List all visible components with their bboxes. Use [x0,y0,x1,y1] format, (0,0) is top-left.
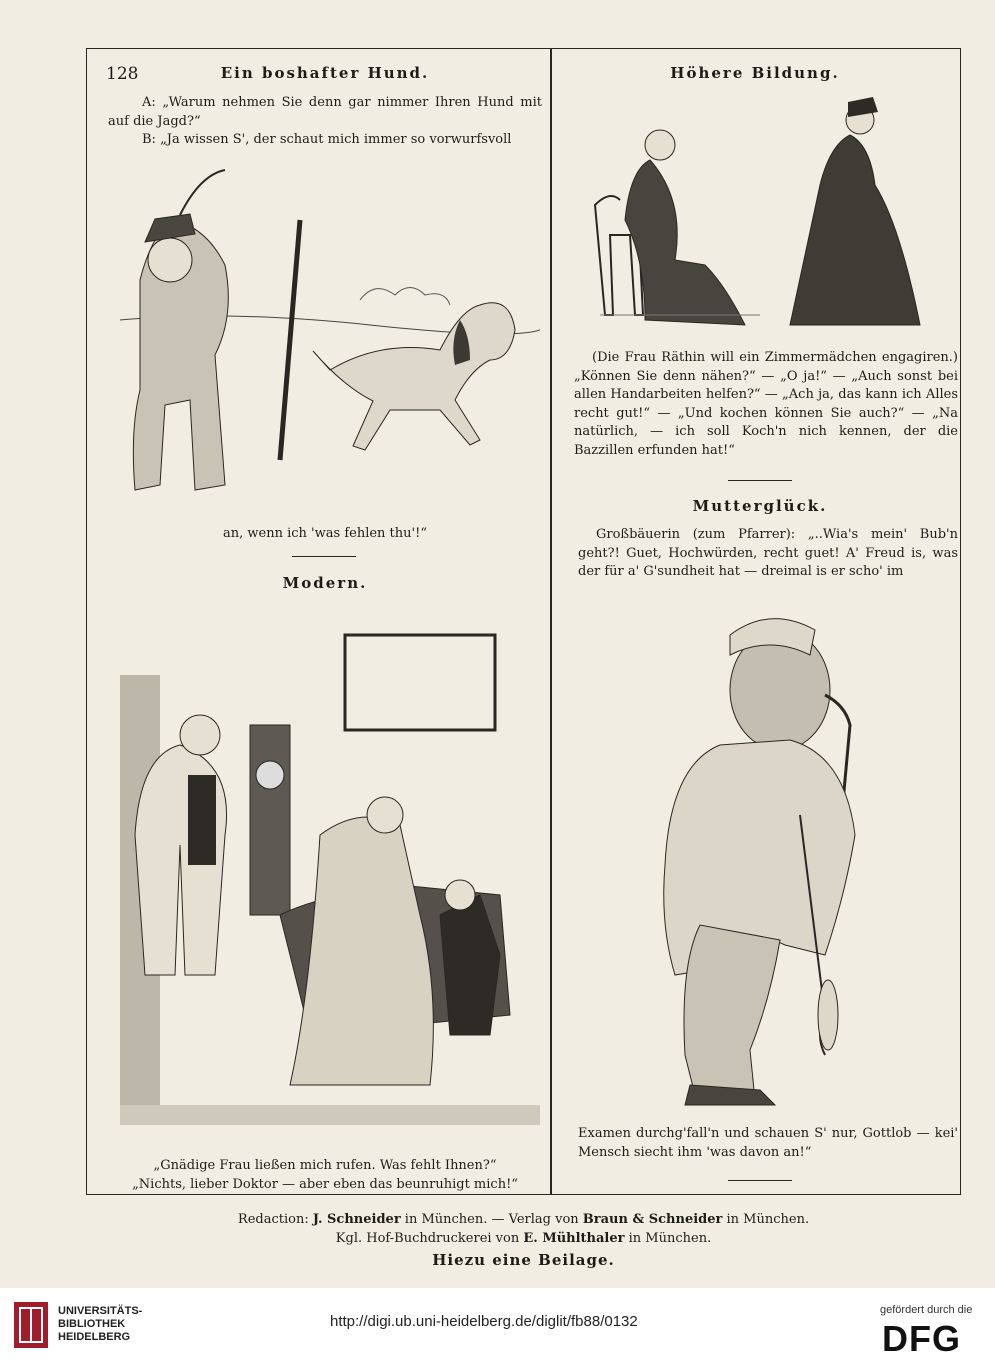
story4-caption: Examen durchg'fall'n und schauen S' nur, Gottlob — kei' Mensch siecht ihm 'was davon an!“ [578,1126,958,1160]
source-url-link[interactable]: http://digi.ub.uni-heidelberg.de/diglit/fb88/0132 [330,1313,638,1330]
story3-title: Höhere Bildung. [670,64,840,82]
page-number: 128 [106,64,139,84]
story4-title: Mutterglück. [692,497,828,515]
imprint-redaction-label: Redaction: [237,1212,313,1227]
supplement-note: Hiezu eine Beilage. [432,1251,615,1269]
story1-line-b: B: „Ja wissen S', der schaut mich immer so vorwurfsvoll [142,132,512,147]
dfg-logo: DFG [882,1318,961,1359]
story1-line-a: A: „Warum nehmen Sie denn gar nimmer Ihren Hund mit auf die Jagd?“ [108,95,542,129]
library-name-line-3: HEIDELBERG [58,1331,131,1343]
story1-caption: an, wenn ich 'was fehlen thu'!“ [223,526,427,541]
library-name-line-1: UNIVERSITÄTS- [58,1305,143,1317]
story2-caption [108,1156,542,1194]
story1-dialogue [108,94,542,150]
imprint-printer: E. Mühlthaler [523,1231,625,1246]
story3-text: (Die Frau Räthin will ein Zimmermädchen engagiren.) „Können Sie denn nähen?“ — „O ja!“ — „Auch sonst bei allen Handarbeiten helfen?“ — „Ach ja, das kann ich Alles recht gut!“ — „Und kochen können Sie auch?“ — „Na natürlich, — ich soll Koch'n nich kennen, der die Bazzillen erfunden hat!“ [574,350,958,458]
separator-rule [728,480,792,481]
story4-text: Großbäuerin (zum Pfarrer): „..Wia's mein' Bub'n geht?! Guet, Hochwürden, recht guet! A' Freud is, was der für a' G'sundheit hat — dreimal is er scho' im [578,527,958,579]
imprint-line-1 [86,1212,961,1227]
university-library-name [58,1305,142,1344]
separator-rule [292,556,356,557]
library-name-line-2: BIBLIOTHEK [58,1318,126,1330]
imprint-printer-label: Kgl. Hof-Buchdruckerei von [335,1231,524,1246]
story2-caption-line-2: „Nichts, lieber Doktor — aber eben das beunruhigt mich!“ [132,1177,518,1192]
imprint-editor: J. Schneider [312,1212,401,1227]
hunter-and-dog-illustration [110,160,540,510]
story2-title: Modern. [282,574,368,592]
peasant-son-illustration [640,595,940,1115]
university-seal-icon [12,1300,50,1350]
separator-rule [728,1180,792,1181]
imprint-printer-location: in München. [624,1231,712,1246]
doctor-visit-illustration [120,615,540,1125]
imprint-location: in München. [722,1212,810,1227]
imprint-line-2 [86,1231,961,1246]
story1-title: Ein boshafter Hund. [220,64,430,82]
imprint-publisher-label: in München. — Verlag von [400,1212,583,1227]
column-divider [550,48,552,1195]
funding-note: gefördert durch die [880,1304,973,1316]
story2-caption-line-1: „Gnädige Frau ließen mich rufen. Was fehlt Ihnen?“ [153,1158,497,1173]
ladies-illustration [590,90,960,335]
imprint-publisher: Braun & Schneider [582,1212,723,1227]
